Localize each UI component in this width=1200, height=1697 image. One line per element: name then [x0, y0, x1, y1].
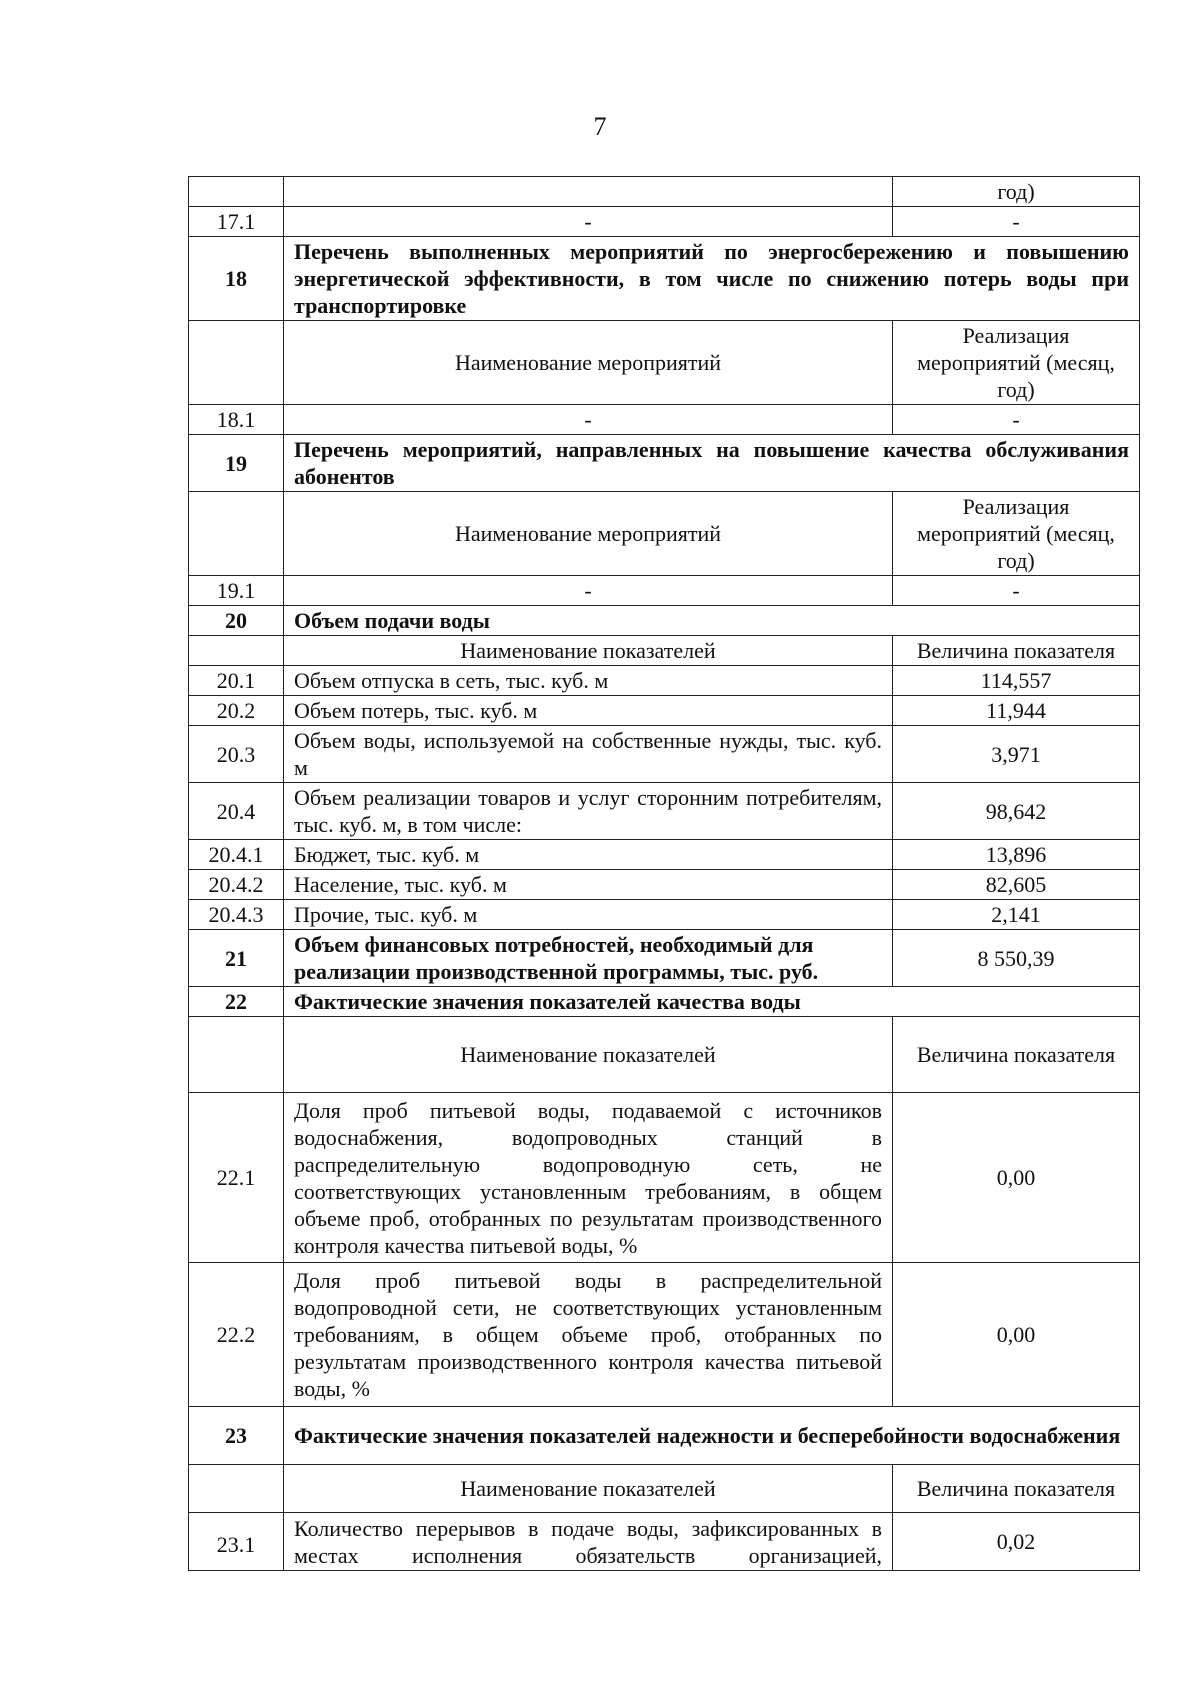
table-row [189, 840, 1140, 870]
row-number [189, 636, 284, 666]
column-header-name: Наименование показателей [284, 1465, 893, 1513]
row-number: 18.1 [189, 405, 284, 435]
column-header-name: Наименование мероприятий [284, 321, 893, 405]
row-value: 11,944 [893, 696, 1140, 726]
row-name: Население, тыс. куб. м [284, 870, 893, 900]
table-header-row [189, 321, 1140, 405]
section-row [189, 237, 1140, 321]
table-row [189, 576, 1140, 606]
table-row [189, 1513, 1140, 1571]
row-value: 0,02 [893, 1513, 1140, 1571]
column-header-name: Наименование мероприятий [284, 492, 893, 576]
row-value: - [893, 207, 1140, 237]
row-name: Доля проб питьевой воды в распределительной водопроводной сети, не соответствующих установленным требованиям, в общем объеме проб, отобранных по результатам производственного контроля качества питьевой воды, % [284, 1263, 893, 1407]
row-value: 0,00 [893, 1093, 1140, 1263]
row-number: 17.1 [189, 207, 284, 237]
row-value: - [893, 576, 1140, 606]
section-title: Фактические значения показателей надежности и бесперебойности водоснабжения [284, 1407, 1140, 1465]
table-row [189, 666, 1140, 696]
row-name: Объем финансовых потребностей, необходимый для реализации производственной программы, тыс. руб. [284, 930, 893, 987]
section-number: 23 [189, 1407, 284, 1465]
page-number: 7 [593, 112, 607, 141]
column-header-value: Величина показателя [893, 1017, 1140, 1093]
section-number: 18 [189, 237, 284, 321]
row-number: 19.1 [189, 576, 284, 606]
row-value: 3,971 [893, 726, 1140, 783]
table-row [189, 1093, 1140, 1263]
row-value: 82,605 [893, 870, 1140, 900]
table-row [189, 726, 1140, 783]
section-title: Объем подачи воды [284, 606, 1140, 636]
row-name: Объем воды, используемой на собственные нужды, тыс. куб. м [284, 726, 893, 783]
row-value: 98,642 [893, 783, 1140, 840]
row-name: - [284, 576, 893, 606]
row-name [284, 177, 893, 207]
row-name: - [284, 405, 893, 435]
production-program-table [188, 176, 1140, 1571]
table-header-row [189, 1465, 1140, 1513]
section-row [189, 435, 1140, 492]
table-row [189, 783, 1140, 840]
section-row [189, 1407, 1140, 1465]
row-value: 114,557 [893, 666, 1140, 696]
row-number: 21 [189, 930, 284, 987]
column-header-value: Величина показателя [893, 1465, 1140, 1513]
row-number: 20.1 [189, 666, 284, 696]
table-row [189, 405, 1140, 435]
row-value: 2,141 [893, 900, 1140, 930]
row-name: Бюджет, тыс. куб. м [284, 840, 893, 870]
table-row [189, 900, 1140, 930]
table-header-row [189, 492, 1140, 576]
row-number [189, 492, 284, 576]
row-name: Объем реализации товаров и услуг сторонним потребителям, тыс. куб. м, в том числе: [284, 783, 893, 840]
table-row [189, 696, 1140, 726]
column-header-value: Реализация мероприятий (месяц, год) [893, 492, 1140, 576]
table-row [189, 207, 1140, 237]
section-title: Фактические значения показателей качества воды [284, 987, 1140, 1017]
row-value: год) [893, 177, 1140, 207]
row-number: 20.4.2 [189, 870, 284, 900]
column-header-value: Реализация мероприятий (месяц, год) [893, 321, 1140, 405]
section-number: 19 [189, 435, 284, 492]
table-row [189, 870, 1140, 900]
row-name: Прочие, тыс. куб. м [284, 900, 893, 930]
section-number: 22 [189, 987, 284, 1017]
row-number: 23.1 [189, 1513, 284, 1571]
row-value: - [893, 405, 1140, 435]
section-number: 20 [189, 606, 284, 636]
row-number [189, 1465, 284, 1513]
table-row [189, 177, 1140, 207]
row-number: 22.2 [189, 1263, 284, 1407]
row-number: 20.2 [189, 696, 284, 726]
row-number [189, 177, 284, 207]
column-header-value: Величина показателя [893, 636, 1140, 666]
section-title: Перечень мероприятий, направленных на повышение качества обслуживания абонентов [284, 435, 1140, 492]
row-name: Количество перерывов в подаче воды, зафиксированных в местах исполнения обязательств организацией, [284, 1513, 893, 1571]
row-value: 8 550,39 [893, 930, 1140, 987]
row-name: Объем отпуска в сеть, тыс. куб. м [284, 666, 893, 696]
table-header-row [189, 636, 1140, 666]
table-row [189, 1263, 1140, 1407]
row-value: 0,00 [893, 1263, 1140, 1407]
section-row [189, 606, 1140, 636]
row-name: Объем потерь, тыс. куб. м [284, 696, 893, 726]
row-name: - [284, 207, 893, 237]
table-row [189, 930, 1140, 987]
column-header-name: Наименование показателей [284, 636, 893, 666]
row-number: 22.1 [189, 1093, 284, 1263]
section-row [189, 987, 1140, 1017]
row-number [189, 1017, 284, 1093]
row-name: Доля проб питьевой воды, подаваемой с источников водоснабжения, водопроводных станций в распределительную водопроводную сеть, не соответствующих установленным требованиям, в общем объеме проб, отобранных по результатам производственного контроля качества питьевой воды, % [284, 1093, 893, 1263]
row-number: 20.4.3 [189, 900, 284, 930]
section-title: Перечень выполненных мероприятий по энергосбережению и повышению энергетической эффективности, в том числе по снижению потерь воды при транспортировке [284, 237, 1140, 321]
row-number: 20.4 [189, 783, 284, 840]
row-value: 13,896 [893, 840, 1140, 870]
row-number: 20.4.1 [189, 840, 284, 870]
column-header-name: Наименование показателей [284, 1017, 893, 1093]
row-number: 20.3 [189, 726, 284, 783]
row-number [189, 321, 284, 405]
table-header-row [189, 1017, 1140, 1093]
